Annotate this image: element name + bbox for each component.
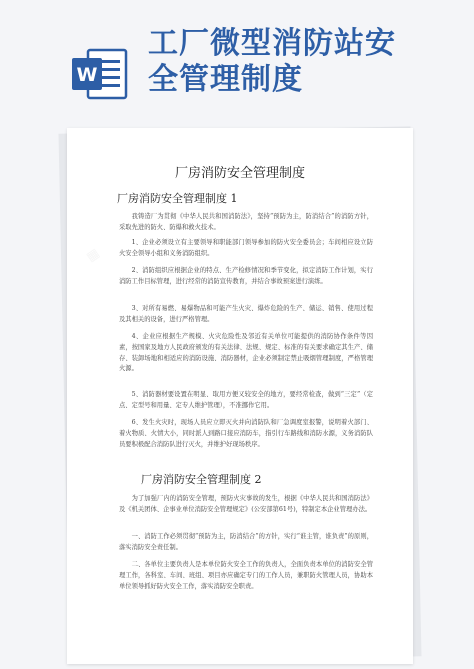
section-heading-1: 厂房消防安全管理制度 1 (117, 192, 238, 205)
section-heading-2: 厂房消防安全管理制度 2 (141, 473, 262, 486)
paragraph: 我铸造厂为贯彻《中华人民共和国消防法》，坚持“预防为主，防消结合”的消防方针，采取先进的防火、防爆和救火技术。 (119, 213, 373, 231)
paragraph: 1、企业必须设立有主要领导和职能部门领导参加的防火安全委员会；车间相应设立防火安全领导小组和义务消防组织。 (119, 239, 373, 257)
header-banner (0, 0, 474, 118)
paragraph: 4、企业应根据生产规模、火灾危险性及邻近有关单位可能提供的消防协作条件等因素，按国家及地方人民政府颁发的有关法律、法规、规定、标准的有关要求确定其生产、储存、装卸场地和相适应的消防设施、消防器材，企业必须制定禁止吸烟管理制度，严格管理火源。 (119, 333, 373, 373)
paragraph: 6、发生火灾时，现场人员应立即灭火并向消防队和厂急调度室报警，说明着火部门、着火物质、火情大小，同时派人到路口接应消防车，指引行车路线和消防水源，义务消防队员要积极配合消防队进行灭火，并维护好现场秩序。 (119, 419, 373, 448)
headline-line-2: 全管理制度 (148, 62, 303, 97)
word-document-icon (70, 48, 128, 100)
headline-line-1: 工厂微型消防站安 (148, 26, 396, 61)
document-title: 厂房消防安全管理制度 (174, 166, 305, 181)
paragraph: 一、消防工作必须贯彻“预防为主，防消结合”的方针，实行“谁主管，谁负责”的原则，落实消防安全责任制。 (119, 533, 373, 551)
document-page (67, 128, 413, 664)
paragraph: 为了加强厂内的消防安全管理，预防火灾事故的发生，根据《中华人民共和国消防法》及《机关团体、企事业单位消防安全管理规定》(公安部第61号)，特制定本企业管理办法。 (119, 495, 373, 513)
paragraph: 二、各单位主要负责人是本单位防火安全工作的负责人，全面负责本单位的消防安全管理工作，各科室、车间、班组、项目亦应确定专门的工作人员，兼职防火管理人员，协助本单位领导抓好防火安全工作，落实消防安全职责。 (119, 561, 373, 590)
logo-letter: W (76, 64, 98, 86)
page-headline (148, 26, 468, 98)
paragraph: 5、消防器材要设置在明显、取用方便又较安全的地方，要经常检查，做到“三定”（定点、定型号和用量、定专人维护管理），不准挪作它用。 (119, 391, 373, 409)
paragraph: 2、消防组织应根据企业的特点、生产检修情况和季节变化，拟定消防工作计划，实行消防工作目标管理，进行经常的消防宣传教育，并结合事故预案进行演练。 (119, 267, 373, 285)
paragraph: 3、对所有易燃、易爆物品和可能产生火灾、爆炸危险的生产、储运、销售、使用过程及其相关的设备，进行严格管理。 (119, 305, 373, 323)
watermark: ▦ (83, 245, 103, 266)
